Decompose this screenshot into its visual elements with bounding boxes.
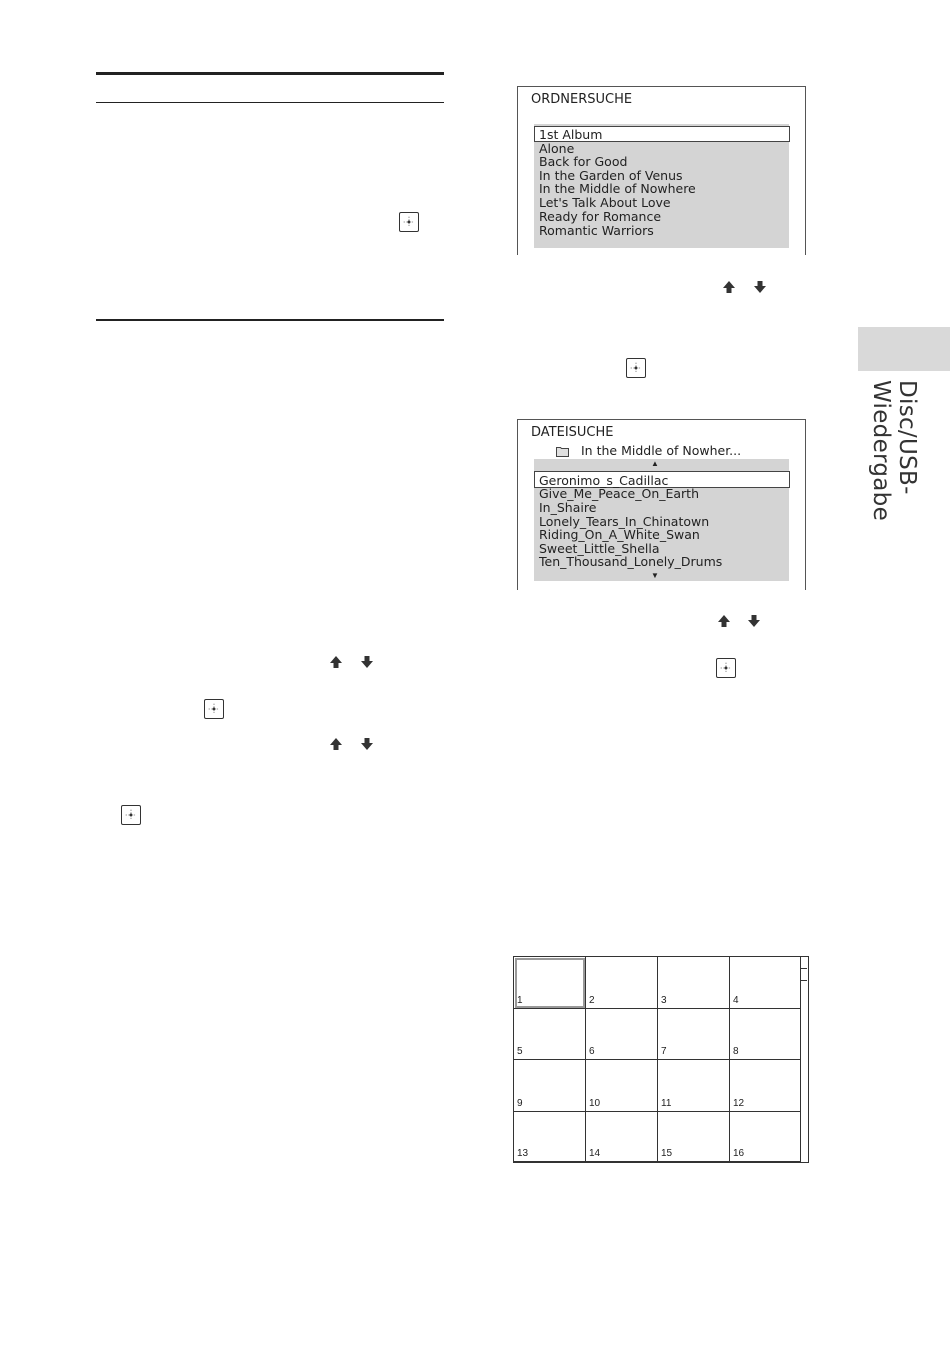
- file-list-item[interactable]: Lonely_Tears_In_Chinatown: [539, 514, 710, 529]
- scroll-up-indicator[interactable]: ▲: [651, 459, 659, 468]
- thumbnail-cell[interactable]: [514, 1112, 586, 1163]
- thumbnail-number: 16: [733, 1148, 745, 1159]
- thumbnail-cell[interactable]: [730, 957, 801, 1009]
- thumbnail-cell[interactable]: [658, 1009, 730, 1061]
- enter-button-icon: [121, 805, 141, 825]
- heading-rule-thick: [96, 72, 444, 75]
- thumbnail-cell[interactable]: [586, 1009, 658, 1061]
- thumbnail-number: 15: [661, 1148, 673, 1159]
- folder-search-title: ORDNERSUCHE: [531, 92, 633, 107]
- enter-button-icon: [204, 699, 224, 719]
- folder-list-item[interactable]: Ready for Romance: [539, 209, 662, 224]
- thumbnail-number: 14: [589, 1148, 601, 1159]
- folder-list-item[interactable]: Back for Good: [539, 154, 628, 169]
- file-list-item[interactable]: Riding_On_A_White_Swan: [539, 527, 700, 542]
- down-arrow-icon: [746, 613, 762, 629]
- thumbnail-cell[interactable]: [658, 1112, 730, 1163]
- thumbnail-number: 2: [589, 994, 595, 1006]
- thumbnail-cell[interactable]: [658, 1060, 730, 1112]
- scroll-down-indicator[interactable]: ▼: [651, 571, 659, 580]
- file-search-title: DATEISUCHE: [531, 425, 614, 440]
- folder-search-screen: [517, 86, 806, 255]
- folder-icon: [556, 444, 569, 455]
- section-tab: [858, 327, 950, 371]
- thumbnail-cell[interactable]: [730, 1009, 801, 1061]
- down-arrow-icon: [359, 736, 375, 752]
- thumbnail-cell[interactable]: [730, 1060, 801, 1112]
- grid-scrollbar[interactable]: [800, 957, 808, 1162]
- up-arrow-icon: [328, 654, 344, 670]
- thumbnail-number: 5: [517, 1046, 523, 1057]
- thumbnail-number: 11: [661, 1097, 672, 1109]
- thumbnail-cell[interactable]: [514, 1060, 586, 1112]
- file-search-screen: [517, 419, 806, 590]
- file-list-item[interactable]: Ten_Thousand_Lonely_Drums: [539, 554, 723, 569]
- up-arrow-icon: [328, 736, 344, 752]
- down-arrow-icon: [752, 279, 768, 295]
- up-arrow-icon: [721, 279, 737, 295]
- folder-list-item[interactable]: Alone: [539, 141, 575, 156]
- section-rule: [96, 319, 444, 321]
- thumbnail-number: 8: [733, 1046, 739, 1057]
- down-arrow-icon: [359, 654, 375, 670]
- thumbnail-number: 3: [661, 994, 667, 1006]
- file-list-item[interactable]: Sweet_Little_Shella: [539, 541, 660, 556]
- folder-list-item[interactable]: Romantic Warriors: [539, 223, 654, 238]
- section-label: Disc/USB-Wiedergabe: [868, 380, 920, 522]
- heading-rule-thin: [96, 102, 444, 103]
- file-list-item[interactable]: Geronimo_s_Cadillac: [539, 473, 669, 488]
- enter-button-icon: [626, 358, 646, 378]
- thumbnail-number: 4: [733, 994, 739, 1006]
- thumbnail-cell[interactable]: [586, 1060, 658, 1112]
- thumbnail-number: 12: [733, 1097, 745, 1109]
- thumbnail-number: 1: [517, 994, 523, 1006]
- thumbnail-cell[interactable]: [514, 957, 586, 1009]
- folder-list-item[interactable]: In the Garden of Venus: [539, 168, 683, 183]
- folder-list-item[interactable]: 1st Album: [539, 127, 603, 142]
- thumbnail-number: 13: [517, 1148, 529, 1159]
- enter-button-icon: [716, 658, 736, 678]
- thumbnail-number: 9: [517, 1097, 523, 1109]
- thumbnail-number: 10: [589, 1097, 601, 1109]
- current-folder-name: In the Middle of Nowher...: [581, 443, 742, 458]
- folder-list-item[interactable]: In the Middle of Nowhere: [539, 181, 696, 196]
- thumbnail-cell[interactable]: [514, 1009, 586, 1061]
- file-list-item[interactable]: In_Shaire: [539, 500, 597, 515]
- folder-list-item[interactable]: Let's Talk About Love: [539, 195, 671, 210]
- thumbnail-cell[interactable]: [586, 957, 658, 1009]
- thumbnail-cell[interactable]: [730, 1112, 801, 1163]
- up-arrow-icon: [716, 613, 732, 629]
- thumbnail-cell[interactable]: [658, 957, 730, 1009]
- file-list-item[interactable]: Give_Me_Peace_On_Earth: [539, 486, 700, 501]
- thumbnail-cell[interactable]: [586, 1112, 658, 1163]
- enter-button-icon: [399, 212, 419, 232]
- thumbnail-number: 7: [661, 1046, 667, 1057]
- thumbnail-number: 6: [589, 1046, 595, 1057]
